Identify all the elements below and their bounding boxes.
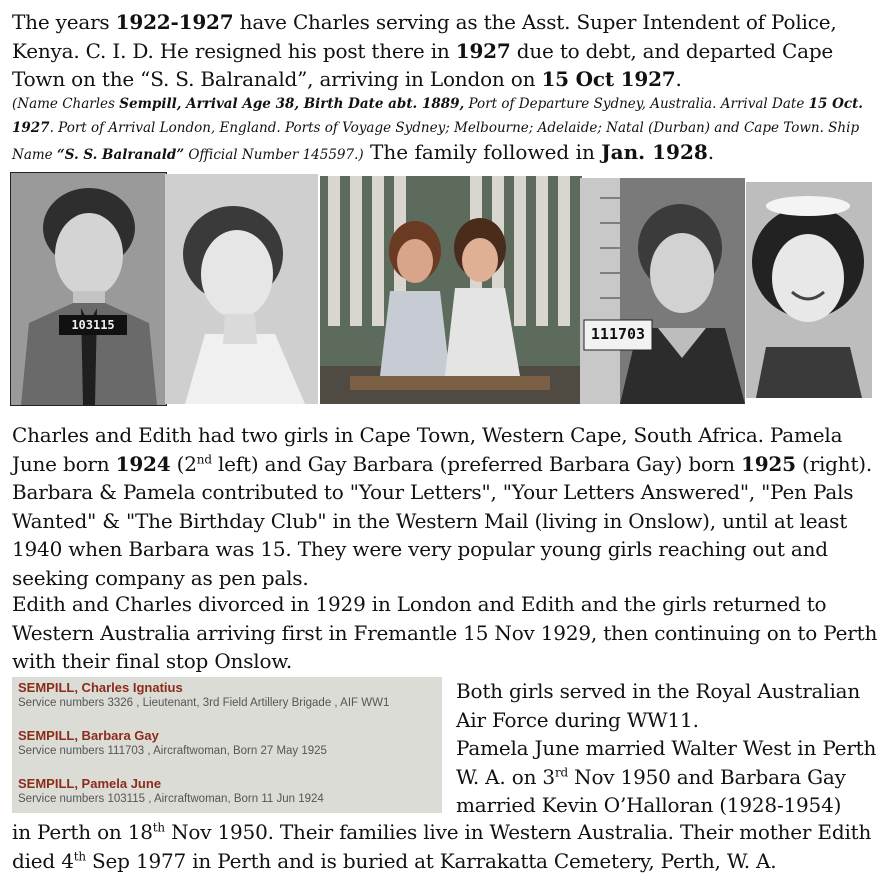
record-service: Service numbers 111703 , Aircraftwoman, Born 27 May 1925	[18, 745, 327, 757]
photo-two-girls	[320, 176, 582, 404]
record-service: Service numbers 103115 , Aircraftwoman, Born 11 Jun 1924	[18, 793, 324, 805]
paragraph-voyage: The years 1922-1927 have Charles serving as the Asst. Super Intendent of Police, Kenya. C. I. D. He resigned his post there in 1927 due to debt, and departed Cape Town on the “S. S. Balranald”, arriving in London on 15 Oct 1927.	[12, 10, 837, 91]
passenger-record-note: (Name Charles Sempill, Arrival Age 38, Birth Date abt. 1889, Port of Departure Sydney, Australia. Arrival Date 15 Oct. 1927. Port of Arrival London, England. Ports of Voyage Sydney; Melbourne; Adelaide; Natal (Durban) and Cape Town. Ship Name “S. S. Balranald” Official Number 145597.) The family followed in Jan. 1928.	[12, 96, 864, 164]
paragraph-families: in Perth on 18th Nov 1950. Their families live in Western Australia. Their mother Edith died 4th Sep 1977 in Perth and is buried at Karrakatta Cemetery, Perth, W. A.	[12, 820, 872, 873]
photo-pamela-uniform	[10, 172, 167, 406]
service-record	[18, 680, 389, 711]
record-name[interactable]: SEMPILL, Charles Ignatius	[18, 680, 183, 695]
paragraph-divorce: Edith and Charles divorced in 1929 in London and Edith and the girls returned to Western Australia arriving first in Fremantle 15 Nov 1929, then continuing on to Perth with their final stop Onslow.	[12, 592, 878, 673]
service-records-panel	[12, 677, 442, 813]
photo-smiling-portrait	[746, 182, 872, 398]
photo-portrait-2	[165, 174, 318, 404]
photo-number-board: 111703	[590, 325, 646, 343]
service-record	[18, 776, 324, 807]
photo-barbara-mugshot	[580, 178, 745, 404]
paragraph-daughters: Charles and Edith had two girls in Cape Town, Western Cape, South Africa. Pamela June born 1924 (2nd left) and Gay Barbara (preferred Barbara Gay) born 1925 (right). Barbara & Pamela contributed to "Your Letters", "Your Letters Answered", "Pen Pals Wanted" & "The Birthday Club" in the Western Mail (living in Onslow), until at least 1940 when Barbara was 15. They were very popular young girls reaching out and seeking company as pen pals.	[12, 423, 873, 590]
record-name[interactable]: SEMPILL, Barbara Gay	[18, 728, 159, 743]
record-service: Service numbers 3326 , Lieutenant, 3rd Field Artillery Brigade , AIF WW1	[18, 697, 390, 709]
paragraph-service-marriage: Both girls served in the Royal Australian Air Force during WW11. Pamela June married Walter West in Perth W. A. on 3rd Nov 1950 and Barbara Gay married Kevin O’Halloran (1928-1954)	[456, 679, 877, 817]
record-name[interactable]: SEMPILL, Pamela June	[18, 776, 162, 791]
photo-number-board: 103115	[71, 318, 115, 332]
service-record	[18, 728, 327, 759]
